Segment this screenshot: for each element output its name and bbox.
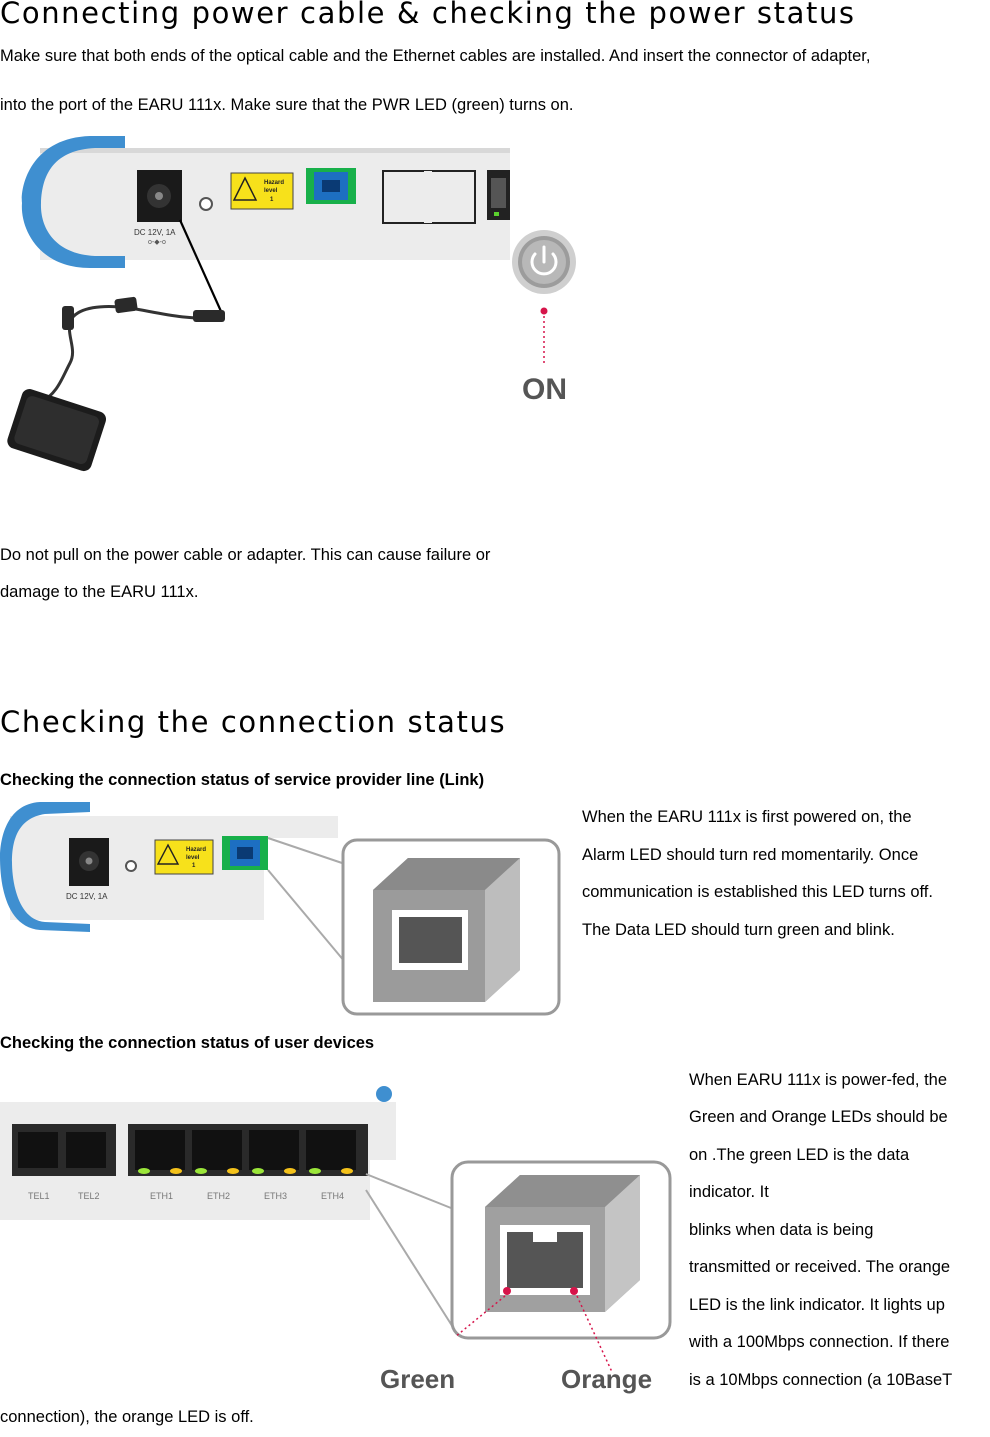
hazard-text-3: 1: [270, 197, 274, 203]
on-label: ON: [522, 373, 567, 406]
green-led-dot: [503, 1287, 511, 1295]
power-connection-figure: [0, 128, 590, 498]
led-dot: [541, 308, 548, 315]
port-label-eth4: ETH4: [321, 1191, 345, 1201]
port-label-eth2: ETH2: [207, 1191, 231, 1201]
user-line-5: blinks when data is being: [689, 1221, 874, 1239]
link-line-4: The Data LED should turn green and blink.: [582, 921, 895, 939]
user-line-6: transmitted or received. The orange: [689, 1258, 951, 1276]
link-status-heading: Checking the connection status of service provider line (Link): [0, 771, 485, 789]
power-port-label-2: DC 12V, 1A: [66, 892, 108, 901]
hazard-text-2: level: [264, 188, 278, 194]
user-line-9: is a 10Mbps connection (a 10BaseT: [689, 1371, 953, 1389]
svg-text:o-◆-o: o-◆-o: [148, 239, 166, 246]
power-adapter: [5, 387, 108, 473]
hazard-text-2-1: Hazard: [186, 847, 207, 853]
section-title-connection: Checking the connection status: [0, 705, 507, 739]
warning-line-1: Do not pull on the power cable or adapter. This can cause failure or: [0, 546, 491, 564]
user-line-1: When EARU 111x is power-fed, the: [689, 1071, 948, 1089]
orange-label: Orange: [561, 1364, 653, 1394]
link-port-figure: [0, 802, 565, 1020]
user-status-heading: Checking the connection status of user devices: [0, 1034, 375, 1052]
power-port-label: DC 12V, 1A: [134, 228, 176, 237]
user-ports-figure: [0, 1082, 675, 1402]
hazard-text-1: Hazard: [264, 180, 285, 186]
section-title-power: Connecting power cable & checking the power status: [0, 0, 856, 30]
link-line-3: communication is established this LED turns off.: [582, 883, 933, 901]
port-label-tel2: TEL2: [78, 1191, 100, 1201]
user-line-7: LED is the link indicator. It lights up: [689, 1296, 945, 1314]
link-line-1: When the EARU 111x is first powered on, the: [582, 808, 912, 826]
port-label-tel1: TEL1: [28, 1191, 50, 1201]
warning-line-2: damage to the EARU 111x.: [0, 583, 199, 601]
intro-line-1: Make sure that both ends of the optical cable and the Ethernet cables are installed. And insert the connector of adapter,: [0, 47, 871, 65]
hazard-text-2-3: 1: [192, 863, 196, 869]
green-label: Green: [380, 1364, 456, 1394]
reset-hole: [200, 198, 212, 210]
link-line-2: Alarm LED should turn red momentarily. Once: [582, 846, 919, 864]
user-line-4: indicator. It: [689, 1183, 769, 1201]
hazard-text-2-2: level: [186, 855, 200, 861]
intro-line-2: into the port of the EARU 111x. Make sure that the PWR LED (green) turns on.: [0, 96, 574, 114]
port-label-eth1: ETH1: [150, 1191, 174, 1201]
port-label-eth3: ETH3: [264, 1191, 288, 1201]
user-line-3: on .The green LED is the data: [689, 1146, 910, 1164]
user-last-line: connection), the orange LED is off.: [0, 1408, 254, 1426]
user-line-2: Green and Orange LEDs should be: [689, 1108, 948, 1126]
orange-led-dot: [570, 1287, 578, 1295]
user-line-8: with a 100Mbps connection. If there: [689, 1333, 950, 1351]
